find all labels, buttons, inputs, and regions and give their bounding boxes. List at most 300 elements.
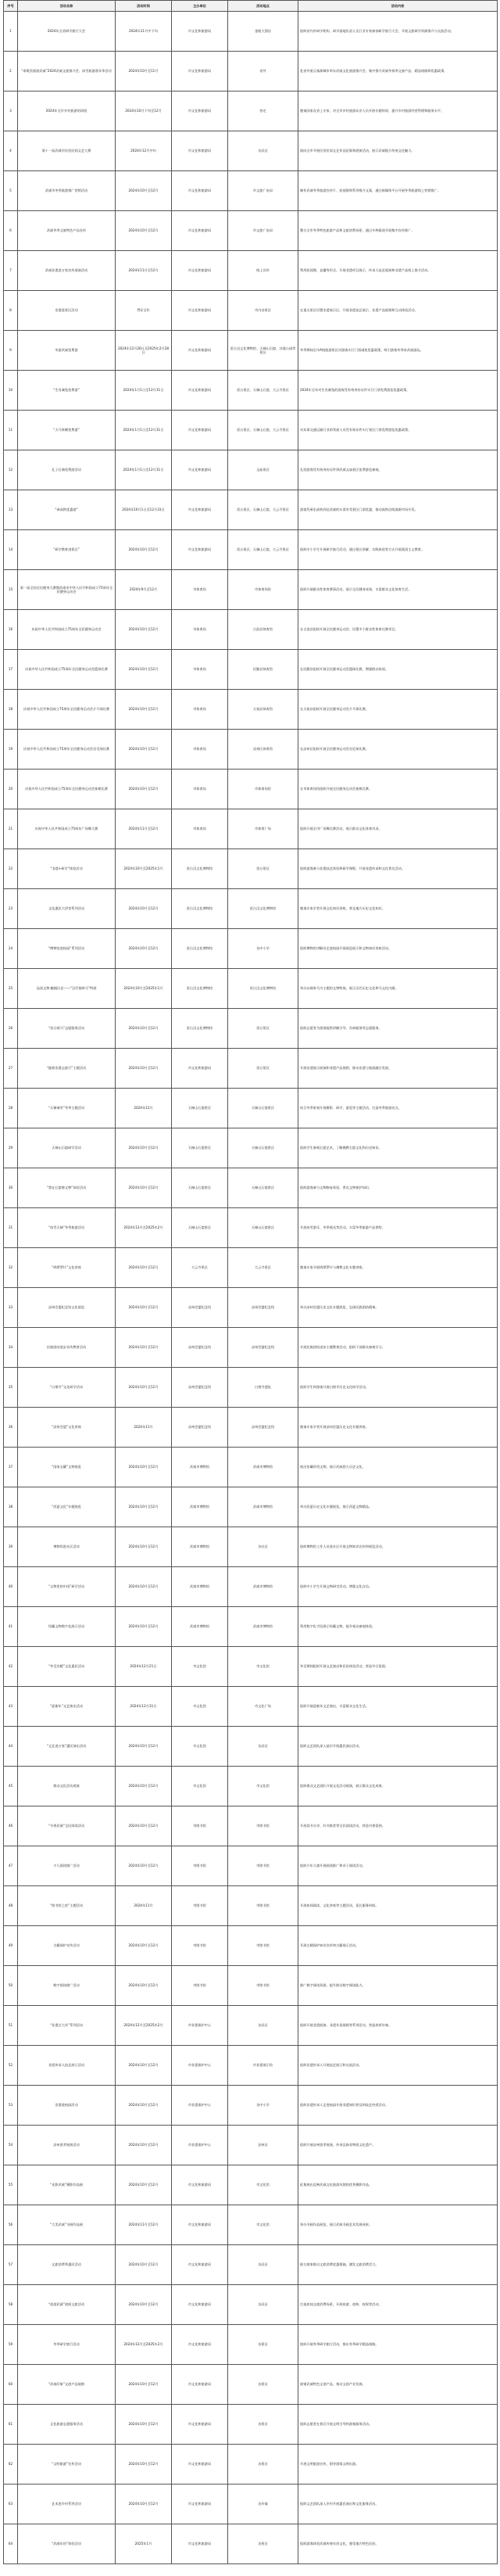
table-cell: 市文化和旅游局 <box>172 450 228 490</box>
table-cell: 2024年10月至12月 <box>116 1168 172 1208</box>
table-cell: 组织学生和游客开展白塔寺历史文化研学活动。 <box>298 1368 498 1408</box>
table-cell: 雷台汉文化博物馆、天梯山石窟、沙漠公园等景区 <box>228 331 298 371</box>
table-cell: 凉州会盟纪念馆 <box>172 1328 228 1368</box>
table-cell: 雷台景区、天梯山石窟、大云寺景区 <box>228 411 298 450</box>
table-cell: 第十一届武威市民俗民间文艺大赛 <box>18 131 116 171</box>
table-cell: 2024年10月至12月 <box>116 1487 172 1527</box>
table-cell: 凉州会盟纪念馆文化展览 <box>18 1288 116 1328</box>
table-cell: 58 <box>4 2285 18 2325</box>
table-cell: 市文化和旅游局 <box>172 331 228 371</box>
table-cell: 各景区 <box>228 2365 298 2405</box>
table-cell: 天梯山石窟景区 <box>228 1168 298 1208</box>
table-cell: 2024年1月1日至12月31日 <box>116 411 172 450</box>
table-row <box>4 1408 498 1448</box>
table-cell: 19 <box>4 730 18 770</box>
table-cell: 白塔寺遗址 <box>228 1368 298 1408</box>
table-cell: 各景区 <box>228 2325 298 2365</box>
table-cell: 31 <box>4 1208 18 1248</box>
table-cell: 市文旅广电局 <box>228 211 298 251</box>
table-cell: 文化惠民大讲堂系列活动 <box>18 889 116 929</box>
table-cell: 邀请专家开展鸠摩罗什与佛教文化专题讲座。 <box>298 1248 498 1288</box>
table-cell: “冰雪天梯”冬季旅游活动 <box>18 1208 116 1248</box>
table-cell: 大云寺景区 <box>228 1248 298 1288</box>
table-cell: 省外 <box>228 52 298 91</box>
table-cell: 庆祝中华人民共和国成立75周年全民健身运动会篮球比赛 <box>18 650 116 690</box>
table-cell: 2024年11月 <box>116 1408 172 1448</box>
table-cell: 2024年10月至12月 <box>116 1049 172 1089</box>
table-row <box>4 91 498 131</box>
table-cell: 市体育局 <box>172 770 228 809</box>
table-cell: 待定 <box>228 91 298 131</box>
table-cell: 56 <box>4 2205 18 2245</box>
table-cell: “冬至送暖”文化惠民活动 <box>18 1647 116 1687</box>
table-cell: 组织开展全市广场舞比赛活动，展示群众文化体育风采。 <box>298 809 498 849</box>
table-cell: “武威年俗”体验活动 <box>18 2524 116 2564</box>
table-cell: 市体育局 <box>172 730 228 770</box>
table-cell: 市图书馆 <box>172 1926 228 1966</box>
table-row <box>4 1607 498 1647</box>
table-cell: 2024年10月至12月 <box>116 690 172 730</box>
table-cell: 凉州会盟纪念馆 <box>228 1288 298 1328</box>
table-cell: 在天祝县组织开展全民健身运动会乒乓球比赛。 <box>298 690 498 730</box>
table-cell: 开展冰雪游乐、冬季观光等活动，丰富冬季旅游产品供给。 <box>298 1208 498 1248</box>
table-row <box>4 1448 498 1487</box>
table-cell: 2024年10月至12月 <box>116 1527 172 1567</box>
table-cell: 2024年12月21日 <box>116 1647 172 1687</box>
table-cell: 33 <box>4 1288 18 1328</box>
table-cell: 在民勤县组织开展全民健身运动会篮球比赛，增强群众体质。 <box>298 650 498 690</box>
table-cell: 赴省外重点客源城市举办武威文化旅游推介会，集中推介武威冬春季文旅产品、精品线路和优惠政策。 <box>298 52 498 91</box>
table-cell: 非遗传承人技艺展示活动 <box>18 2046 116 2086</box>
table-cell: 2024年12月26日至2025年2月28日 <box>116 331 172 371</box>
table-cell: “天梯瑞雪”冬季主题活动 <box>18 1089 116 1128</box>
table-row <box>4 530 498 570</box>
table-cell: 市非遗保护中心 <box>172 2086 228 2126</box>
table-cell: 53 <box>4 2086 18 2126</box>
table-cell: 武威市博物馆 <box>172 1567 228 1607</box>
table-cell: “文艺进万家”惠民演出活动 <box>18 1727 116 1767</box>
table-cell: 在重点景区设置非遗展示区，开展非遗技艺展示、非遗产品展销和互动体验活动。 <box>298 291 498 331</box>
table-cell: 非遗进景区活动 <box>18 291 116 331</box>
table-cell: “雷台观马”志愿服务活动 <box>18 1009 116 1049</box>
table-cell: 38 <box>4 1487 18 1527</box>
table-cell: 市内各景区 <box>228 291 298 331</box>
table-cell: 12 <box>4 450 18 490</box>
header-row <box>4 1 498 12</box>
table-cell: “鸠摩罗什”文化讲座 <box>18 1248 116 1288</box>
table-cell: 组织游客体验武威传统年俗文化，感受地方特色民俗。 <box>298 2524 498 2564</box>
table-cell: 组织群众文艺团队开展文化活动展演，展示群众文化成果。 <box>298 1767 498 1806</box>
table-row <box>4 2405 498 2445</box>
table-cell: 60 <box>4 2365 18 2405</box>
table-cell: 凉州会盟纪念馆 <box>228 1408 298 1448</box>
table-cell: 举办以铜奔马为主题的文物特展，展示汉代历史文化和马文化内涵。 <box>298 969 498 1009</box>
table-cell: 15 <box>4 570 18 610</box>
table-cell: 14 <box>4 530 18 570</box>
table-cell: “武威印象”文创产品展销 <box>18 2365 116 2405</box>
table-cell: 2024年10月至12月 <box>116 2126 172 2165</box>
table-cell: 2024年10月至12月 <box>116 1607 172 1647</box>
table-cell: “夜游武威”夜间文旅活动 <box>18 2285 116 2325</box>
table-row <box>4 1288 498 1328</box>
table-row <box>4 610 498 650</box>
table-cell: 雷台汉文化博物馆 <box>172 849 228 889</box>
table-cell: 各景区 <box>228 2405 298 2445</box>
table-cell: 32 <box>4 1248 18 1288</box>
table-cell: 市文化馆 <box>228 2165 298 2205</box>
table-cell: 2024年10月至12月 <box>116 2405 172 2445</box>
table-cell: 37 <box>4 1448 18 1487</box>
header-cell: 主办单位 <box>172 1 228 12</box>
table-cell: 组织开展迎新年文艺演出，丰富群众文化生活。 <box>298 1687 498 1727</box>
table-cell: 武威市博物馆 <box>228 1567 298 1607</box>
table-cell: 天梯山石窟景区 <box>172 1208 228 1248</box>
table-cell: 2024年10月至12月 <box>116 2365 172 2405</box>
table-cell: 线上宣传 <box>228 251 298 291</box>
table-cell: 市体育广场 <box>228 809 298 849</box>
table-row <box>4 211 498 251</box>
table-row <box>4 2006 498 2046</box>
table-cell: “天马奔腾免费游” <box>18 411 116 450</box>
table-cell: 2024年10月至12月 <box>116 171 172 211</box>
table-cell: 2024年10月至12月 <box>116 2445 172 2485</box>
table-cell: 28 <box>4 1089 18 1128</box>
table-cell: 2024年全年对生肖属兔的游客凭有效身份证件实行门票免费游览优惠政策。 <box>298 371 498 411</box>
table-cell: 市图书馆 <box>228 1806 298 1846</box>
table-cell: 庆祝中华人民共和国成立75周年广场舞大赛 <box>18 809 116 849</box>
table-cell: 2024年10月至12月 <box>116 1448 172 1487</box>
table-cell: 举办凉州会盟历史文化专题展览，弘扬民族团结精神。 <box>298 1288 498 1328</box>
table-cell: 对从事交通运输行业的驾驶人员凭有效证件实行景区门票免费游览优惠政策。 <box>298 411 498 450</box>
table-body <box>4 12 498 2564</box>
table-cell: 8 <box>4 291 18 331</box>
table-cell: 2024年10月至12月 <box>116 2245 172 2285</box>
table-cell: 市文化和旅游局 <box>172 490 228 530</box>
table-cell: 2024年10月至2025年1月 <box>116 849 172 889</box>
table-cell: 雷台汉文化博物馆 <box>172 969 228 1009</box>
table-cell: 各景区 <box>228 2445 298 2485</box>
table-cell: 市文化和旅游局 <box>172 2325 228 2365</box>
table-cell: 10 <box>4 371 18 411</box>
table-cell: 结合冬季景观开展摄影、研学、游览等主题活动，打造冬季旅游亮点。 <box>298 1089 498 1128</box>
table-cell: “大美武威”书画作品展 <box>18 2205 116 2245</box>
table-row <box>4 411 498 450</box>
table-cell: 开展夜间阅读、文化讲座等主题活动，延长服务时间。 <box>298 1886 498 1926</box>
table-cell: 41 <box>4 1607 18 1647</box>
table-cell: 组织博物馆讲解员走进校园开展展览展示和文物知识讲座活动。 <box>298 929 498 969</box>
table-cell: 武威市冬季旅游推广营销活动 <box>18 171 116 211</box>
table-cell: “我在石窟修文物”体验活动 <box>18 1168 116 1208</box>
table-cell: 2024年10月至12月 <box>116 2165 172 2205</box>
table-cell: 各景区 <box>228 2524 298 2564</box>
table-cell: 11 <box>4 411 18 450</box>
table-cell: 市文化馆 <box>228 1647 298 1687</box>
table-cell: “凉州会盟”文化讲座 <box>18 1408 116 1448</box>
table-cell: “乘高铁优惠游” <box>18 490 116 530</box>
table-cell: 各中小学 <box>228 2086 298 2126</box>
table-cell: 市文化和旅游局 <box>172 2165 228 2205</box>
table-cell: 邀请专家学者开展凉州会盟历史文化专题讲座。 <box>298 1408 498 1448</box>
table-cell: 2024年10月至12月 <box>116 1128 172 1168</box>
table-cell: 2024年12月中旬 <box>116 131 172 171</box>
table-cell: 7 <box>4 251 18 291</box>
table-cell: 24 <box>4 929 18 969</box>
table-cell: 市非遗展示馆 <box>228 2046 298 2086</box>
table-cell: 市体育局 <box>172 690 228 730</box>
table-cell: 雷台汉文化博物馆 <box>228 969 298 1009</box>
table-cell: 2024年10月至12月 <box>116 770 172 809</box>
table-cell: 民族团结进步宣传教育活动 <box>18 1328 116 1368</box>
table-cell: 民勤县体育馆 <box>228 650 298 690</box>
table-cell: 组织非遗传承人开展技艺展示和交流活动。 <box>298 2046 498 2086</box>
table-cell: 2024年10月至12月 <box>116 2046 172 2086</box>
table-cell: 凉州区体育馆 <box>228 730 298 770</box>
table-cell: 42 <box>4 1647 18 1687</box>
table-cell: 2024年12月31日 <box>116 1687 172 1727</box>
table-cell: 凉州会盟纪念馆 <box>172 1368 228 1408</box>
table-cell: “非遗过大年”系列活动 <box>18 2006 116 2046</box>
table-row <box>4 1966 498 2006</box>
table-cell: 52 <box>4 2046 18 2086</box>
table-cell: 组织文艺团队深入基层开展惠民演出活动。 <box>298 1727 498 1767</box>
table-cell: 2024年10月至12月 <box>116 929 172 969</box>
table-cell: 开展民族团结进步主题教育活动，组织干部群众参观学习。 <box>298 1328 498 1368</box>
table-cell: 47 <box>4 1846 18 1886</box>
activity-table <box>3 0 498 2564</box>
table-cell: 打造夜间文旅消费场景，开展夜游、夜购、夜娱等活动。 <box>298 2285 498 2325</box>
table-cell: 54 <box>4 2126 18 2165</box>
table-cell: 各县区 <box>228 2285 298 2325</box>
table-row <box>4 1128 498 1168</box>
table-cell: 制作武威冬季旅游宣传片、短视频和系列推介文案，通过新媒体平台开展冬季旅游线上营销推广。 <box>298 171 498 211</box>
table-row <box>4 2205 498 2245</box>
table-cell: 凉州会盟纪念馆 <box>172 1408 228 1448</box>
table-cell: 各县区 <box>228 2245 298 2285</box>
table-row <box>4 690 498 730</box>
table-cell: 雷台景区、天梯山石窟、大云寺景区 <box>228 490 298 530</box>
table-cell: 2024年10月至12月 <box>116 530 172 570</box>
table-cell: 34 <box>4 1328 18 1368</box>
table-cell: 2024年11月至12月 <box>116 2205 172 2245</box>
table-cell: 雷台汉文化博物馆 <box>172 929 228 969</box>
table-cell: 2024年10月下旬至12月 <box>116 91 172 131</box>
table-cell: 18 <box>4 690 18 730</box>
table-row <box>4 2285 498 2325</box>
table-cell: 利用数字化手段展示馆藏文物，提升观众参观体验。 <box>298 1607 498 1647</box>
table-cell: 面向全市开展民俗民间文艺作品征集和展演活动，展示武威地方传统文化魅力。 <box>298 131 498 171</box>
table-cell: 组织开展群众性体育赛事活动，展示全民健身成果，丰富群众文化体育生活。 <box>298 570 498 610</box>
table-cell: 武威市博物馆 <box>172 1487 228 1527</box>
table-cell: 2024年10月至12月 <box>116 1966 172 2006</box>
table-cell: 艺术进乡村系列活动 <box>18 2485 116 2524</box>
table-cell: 凉州会盟纪念馆 <box>172 1288 228 1328</box>
table-cell: 市图书馆 <box>228 1846 298 1886</box>
table-cell: 品读文物·触摸历史——“汉代铜奔马”特展 <box>18 969 116 1009</box>
table-cell: 市文化和旅游局 <box>172 371 228 411</box>
table-cell: 36 <box>4 1408 18 1448</box>
table-cell: 武威冬季文旅特色产品宣传 <box>18 211 116 251</box>
table-cell: “迎新年”文艺演出活动 <box>18 1687 116 1727</box>
table-cell: 武威市博物馆 <box>172 1607 228 1647</box>
table-cell: 2024年11月至12月 <box>116 809 172 849</box>
table-cell: 26 <box>4 1009 18 1049</box>
table-cell: 市文化和旅游局 <box>172 1049 228 1089</box>
table-cell: 市文化和旅游局 <box>172 2405 228 2445</box>
table-cell: “文物里的中国”研学活动 <box>18 1567 116 1607</box>
table-cell: 文庙景区 <box>228 450 298 490</box>
table-row <box>4 2325 498 2365</box>
table-cell: 2024年10月至12月 <box>116 2086 172 2126</box>
header-cell: 活动内容 <box>298 1 498 12</box>
table-cell: 27 <box>4 1049 18 1089</box>
table-cell: 市文化馆 <box>172 1767 228 1806</box>
table-row <box>4 131 498 171</box>
header-cell: 活动名称 <box>18 1 116 12</box>
table-cell: “研学教育进景区” <box>18 530 116 570</box>
table-cell: 市图书馆 <box>228 1926 298 1966</box>
table-cell: 雷台汉文化博物馆 <box>172 1009 228 1049</box>
table-row <box>4 450 498 490</box>
table-cell: 63 <box>4 2485 18 2524</box>
table-cell: 2024年11月中下旬 <box>116 12 172 52</box>
table-cell: 古籍保护宣传活动 <box>18 1926 116 1966</box>
table-cell: 市非遗保护中心 <box>172 2046 228 2086</box>
table-row <box>4 1168 498 1208</box>
table-cell: 2024年10月至12月 <box>116 610 172 650</box>
table-cell: 武威非遗进万家宣传展演活动 <box>18 251 116 291</box>
table-row <box>4 1208 498 1248</box>
table-cell: 2024年10月至12月 <box>116 1248 172 1288</box>
table-cell: 开展非遗展示展演和非遗产品展销，推动非遗与旅游融合发展。 <box>298 1049 498 1089</box>
table-cell: 2024年11月 <box>116 1886 172 1926</box>
table-cell: 市文化和旅游局 <box>172 530 228 570</box>
table-cell: 雷台汉文化博物馆 <box>228 889 298 929</box>
table-cell: “泰歌美韵游武威”2024武威文旅推介会、冰雪旅游嘉年华活动 <box>18 52 116 91</box>
table-cell: 市图书馆 <box>172 1846 228 1886</box>
table-cell: 1 <box>4 12 18 52</box>
table-cell: 2024年10月至11月 <box>116 52 172 91</box>
table-cell: 59 <box>4 2325 18 2365</box>
table-header <box>4 1 498 12</box>
table-row <box>4 2445 498 2485</box>
table-cell: 开展读书分享、好书推荐等全民阅读活动，营造书香氛围。 <box>298 1806 498 1846</box>
table-row <box>4 1806 498 1846</box>
table-cell: 2024年10月1日至12月31日 <box>116 490 172 530</box>
table-cell: 展出馆藏珍贵文物，展示武威悠久历史文化。 <box>298 1448 498 1487</box>
table-cell: 天梯山石窟景区 <box>172 1168 228 1208</box>
table-cell: 冬季研学旅行活动 <box>18 2325 116 2365</box>
table-cell: “光影武威”摄影作品展 <box>18 2165 116 2205</box>
table-cell: 雷台景区 <box>228 1009 298 1049</box>
table-cell: 6 <box>4 211 18 251</box>
table-cell: 市图书馆 <box>172 1886 228 1926</box>
table-cell: 天梯山石窟景区 <box>228 1208 298 1248</box>
table-cell: 2024年10月至12月 <box>116 211 172 251</box>
table-cell: 2024年10月至12月 <box>116 1806 172 1846</box>
table-row <box>4 331 498 371</box>
table-cell: 市体育局 <box>172 570 228 610</box>
table-cell: 凉州会盟纪念馆 <box>228 1328 298 1368</box>
table-cell: 天梯山石窟研学活动 <box>18 1128 116 1168</box>
table-cell: “非遗+研学”体验活动 <box>18 849 116 889</box>
table-cell: “生肖属兔免费游” <box>18 371 116 411</box>
table-cell: 45 <box>4 1767 18 1806</box>
table-cell: 利用短视频、直播等形式，开展非遗项目展示、传承人技艺展演和非遗产品线上推介活动。 <box>298 251 498 291</box>
table-cell: 2024年全市乡村旅游培训班 <box>18 91 116 131</box>
table-cell: 组织游客参与非遗技艺体验和研学课程，开展非遗传承和文化普及活动。 <box>298 849 498 889</box>
table-cell: 2024年10月至12月 <box>116 1009 172 1049</box>
table-cell: 市文化馆 <box>172 1647 228 1687</box>
table-cell: 少儿阅读推广活动 <box>18 1846 116 1886</box>
table-cell: 凉州区 <box>228 2126 298 2165</box>
table-cell: 49 <box>4 1926 18 1966</box>
table-cell: 2024年12月至2025年2月 <box>116 2006 172 2046</box>
table-cell: 9 <box>4 331 18 371</box>
table-cell: 在古浪县组织开展全民健身运动会，设置多个群众性体育比赛项目。 <box>298 610 498 650</box>
table-cell: 2024年10月至12月 <box>116 2485 172 2524</box>
table-cell: 2024年12月至2025年2月 <box>116 1208 172 1248</box>
table-row <box>4 2126 498 2165</box>
table-row <box>4 52 498 91</box>
table-cell: 市图书馆 <box>172 1806 228 1846</box>
table-cell: 组织学生参观石窟艺术，了解佛教石窟文化和历史知识。 <box>298 1128 498 1168</box>
table-row <box>4 490 498 530</box>
table-cell: 文旅消费季惠民活动 <box>18 2245 116 2285</box>
table-cell: 市文化和旅游局 <box>172 2365 228 2405</box>
table-cell: 举办西夏历史文化专题展览，展示西夏文物精品。 <box>298 1487 498 1527</box>
table-cell: 推广数字阅读资源，提升群众数字阅读能力。 <box>298 1966 498 2006</box>
table-row <box>4 889 498 929</box>
table-cell: 2024年10月至2025年1月 <box>116 969 172 1009</box>
table-cell: 2 <box>4 52 18 91</box>
table-cell: 庆祝中华人民共和国成立75周年全民健身运动会象棋比赛 <box>18 770 116 809</box>
table-cell: 22 <box>4 849 18 889</box>
table-cell: 市图书馆 <box>172 1966 228 2006</box>
table-cell: 庆祝中华人民共和国成立75周年全民健身运动会 <box>18 610 116 650</box>
table-row <box>4 849 498 889</box>
table-cell: 各社区 <box>228 1527 298 1567</box>
table-cell: 在市体育场馆组织开展全民健身运动会象棋比赛。 <box>298 770 498 809</box>
table-cell: 市文化和旅游局 <box>172 171 228 211</box>
table-cell: 市文化和旅游局 <box>172 2245 228 2285</box>
table-row <box>4 2245 498 2285</box>
table-cell: 组织中小学生开展文物研学活动，增强文化自信。 <box>298 1567 498 1607</box>
table-cell: 2024年10月至12月 <box>116 1727 172 1767</box>
table-cell: 市文化和旅游局 <box>172 291 228 331</box>
table-cell: 游客凭乘坐高铁到达武威的车票享受景区门票优惠，推动高铁沿线客源市场开发。 <box>298 490 498 530</box>
table-cell: 组织文艺团队深入乡村开展惠民演出和文化服务活动。 <box>298 2485 498 2524</box>
table-cell: 市文化馆 <box>172 1727 228 1767</box>
table-cell: 2024年10月至12月 <box>116 1368 172 1408</box>
table-cell: “图书馆之夜”主题活动 <box>18 1886 116 1926</box>
table-cell: 44 <box>4 1727 18 1767</box>
table-row <box>4 1049 498 1089</box>
table-cell: 馆藏文物数字化展示活动 <box>18 1607 116 1647</box>
table-cell: 2024年10月至12月 <box>116 1288 172 1328</box>
table-cell: 4 <box>4 131 18 171</box>
table-row <box>4 1527 498 1567</box>
table-cell: 2024年9月至12月 <box>116 570 172 610</box>
table-cell: “文明旅游”宣传活动 <box>18 2445 116 2485</box>
table-cell: 武威市博物馆 <box>172 1448 228 1487</box>
table-cell: 市文旅广电局 <box>228 171 298 211</box>
table-cell: 征集展出反映武威文化旅游风貌的优秀摄影作品。 <box>298 2165 498 2205</box>
table-cell: 2024年10月至12月 <box>116 1846 172 1886</box>
table-row <box>4 371 498 411</box>
table-cell: 开展文明旅游宣传，倡导游客文明出游。 <box>298 2445 498 2485</box>
table-row <box>4 291 498 331</box>
table-cell: 市体育局 <box>172 809 228 849</box>
